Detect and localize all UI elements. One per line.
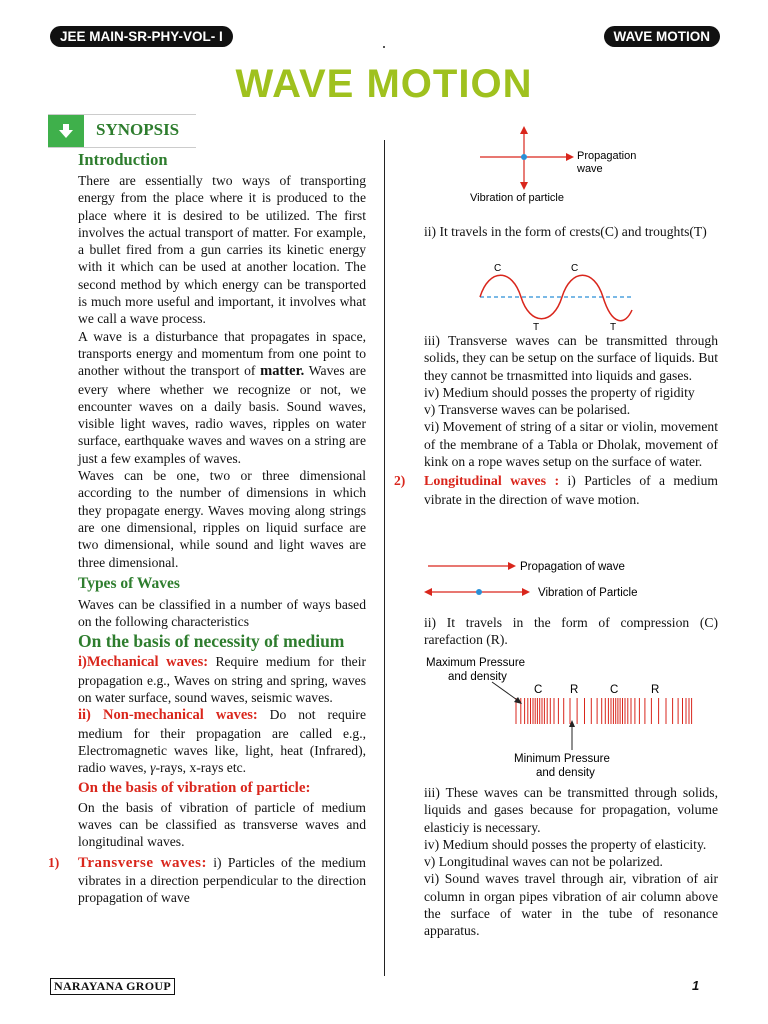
crest-trough-diagram (472, 260, 642, 334)
medium-heading: On the basis of necessity of medium (78, 631, 345, 652)
mechanical-waves-paragraph: i)Mechanical waves: Require medium for their propagation e.g., Waves on string and spring, waves on water surface, sound waves, seismic waves. (78, 654, 366, 706)
pressure-bars (516, 698, 692, 724)
transverse-text-top (424, 223, 718, 240)
column-divider (384, 140, 385, 976)
transverse-direction-diagram (470, 124, 670, 208)
synopsis-banner (48, 114, 196, 148)
compression-label-1: C (534, 684, 543, 696)
intro-paragraph-1: There are essentially two ways of transporting energy from the place where it is produced to the place where it is desired to be utilized. The first involves the actual transport of matter. For example, a bullet fired from a gun carries its kinetic energy with it which can be used at another location. The second method by which energy can be transported is much more useful and important, it involves what we call a wave process. (78, 173, 366, 327)
non-mechanical-waves-paragraph: ii) Non-mechanical waves: Do not require medium for their propagation are called e.g., Electromagnetic waves like, light, heat (Infrared), radio waves, γ-rays, x-rays etc. (78, 707, 366, 776)
propagation-label-1: Propagation (577, 150, 637, 162)
longitudinal-direction-diagram (424, 556, 714, 602)
page-title: WAVE MOTION (235, 62, 533, 106)
synopsis-label: SYNOPSIS (96, 120, 180, 139)
longitudinal-vi: vi) Sound waves travel through air, vibration of air column in organ pipes vibration of air column above the surface of water in the tube of resonance apparatus. (424, 871, 718, 939)
decorative-dot (383, 46, 385, 48)
vibration-paragraph: On the basis of vibration of particle of medium waves can be classified as transverse waves and longitudinal waves. (78, 799, 366, 850)
propagation-label-2: wave (577, 163, 603, 175)
transverse-iii: iii) Transverse waves can be transmitted through solids, they can be setup on the surface of liquids. But they cannot be trnasmitted into liquids and gases. (424, 333, 718, 383)
trough-label-1: T (533, 322, 540, 333)
rarefaction-label-1: R (570, 684, 579, 696)
footer-brand: NARAYANA GROUP (50, 978, 175, 995)
propagation-of-wave-label: Propagation of wave (520, 561, 625, 573)
transverse-v: v) Transverse waves can be polarised. (424, 402, 631, 418)
compression-rarefaction-diagram (424, 652, 714, 782)
left-column (48, 148, 367, 907)
transverse-iv: iv) Medium should posses the property of rigidity (424, 384, 695, 400)
longitudinal-iii: iii) These waves can be transmitted through solids, liquids and gases because for propagation, volume elasticiy is necessary. (424, 785, 718, 835)
vibration-label: Vibration of particle (470, 192, 564, 204)
transverse-ii: ii) It travels in the form of crests(C) and troughts(T) (424, 224, 707, 239)
types-paragraph: Waves can be classified in a number of ways based on the following characteristics (78, 596, 366, 630)
longitudinal-text-bottom (424, 784, 718, 940)
max-pressure-label-1: Maximum Pressure (426, 657, 526, 669)
trough-label-2: T (610, 322, 617, 333)
compression-label-2: C (610, 684, 619, 696)
longitudinal-ii: ii) It travels in the form of compression (C) rarefaction (R). (424, 615, 718, 648)
intro-paragraph-3: Waves can be one, two or three dimensional according to the number of dimensions in which they propagate energy. Waves moving along strings are one dimensional, ripples on liquid surface are two dimensional, while sound and light waves are three dimensional. (78, 468, 366, 570)
transverse-vi: vi) Movement of string of a sitar or violin, movement of the membrane of a Tabla or Dholak, movement of kink on a rope waves setup on the surface of water. (424, 419, 718, 470)
header-topic-label: WAVE MOTION (604, 26, 721, 47)
transverse-text-bottom (394, 332, 718, 508)
longitudinal-text-ii (424, 614, 718, 649)
min-pressure-label-2: and density (536, 767, 595, 779)
intro-heading: Introduction (78, 150, 168, 169)
vibration-of-particle-label: Vibration of Particle (538, 587, 638, 599)
header-chapter-label: JEE MAIN-SR-PHY-VOL- I (50, 26, 233, 47)
crest-label-1: C (494, 263, 502, 274)
min-pressure-label-1: Minimum Pressure (514, 753, 610, 765)
types-heading: Types of Waves (78, 574, 180, 592)
longitudinal-v: v) Longitudinal waves can not be polarized. (424, 854, 663, 870)
download-arrow-icon (48, 115, 84, 147)
longitudinal-waves-item: 2) Longitudinal waves : i) Particles of a medium vibrate in the direction of wave motion. (394, 473, 718, 507)
transverse-waves-item: 1) Transverse waves: i) Particles of the medium vibrates in a direction perpendicular to the direction propagation of wave (48, 854, 366, 906)
rarefaction-label-2: R (651, 684, 660, 696)
intro-paragraph-2: A wave is a disturbance that propagates in space, transports energy and momentum from one point to another without the transport of matter. Waves are every where whether we recognize or not, we encounter waves on a daily basis. Sound waves, visible light waves, radio waves, ripples on water surface, earthquake waves and waves on a string are just a few examples of waves. (78, 328, 367, 466)
crest-label-2: C (571, 263, 579, 274)
longitudinal-iv: iv) Medium should posses the property of elasticity. (424, 836, 707, 852)
page-number: 1 (692, 978, 700, 993)
vibration-heading: On the basis of vibration of particle: (78, 779, 311, 796)
max-pressure-label-2: and density (448, 671, 507, 683)
